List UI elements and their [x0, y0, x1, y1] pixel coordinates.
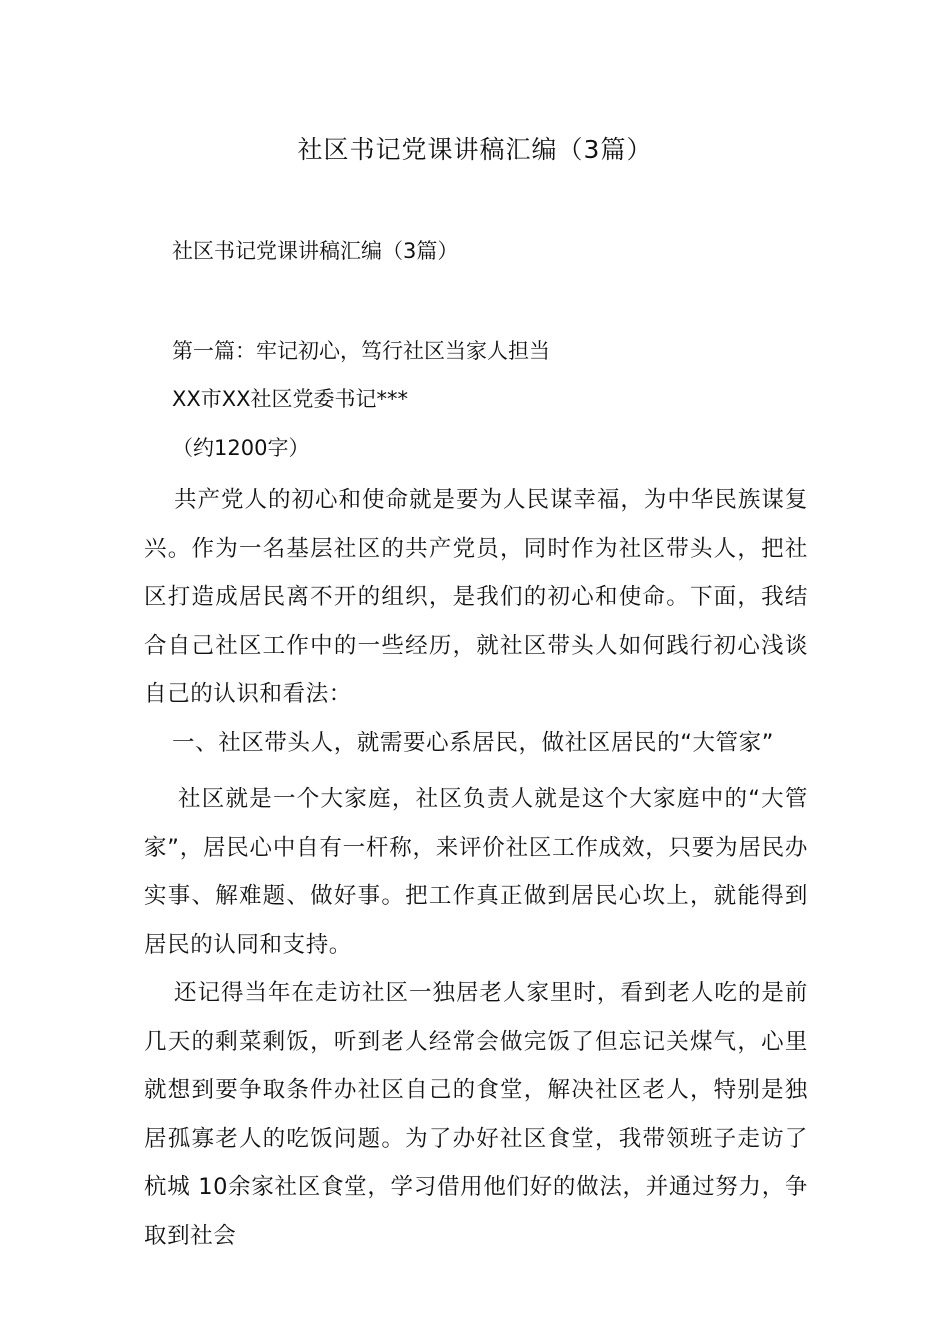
- paragraph-manager: 社区就是一个大家庭，社区负责人就是这个大家庭中的“大管家”，居民心中自有一杆称，来评价社区工作成效，只要为居民办实事、解难题、做好事。把工作真正做到居民心坎上，就能得到居民的认同和支持。: [144, 786, 808, 958]
- document-title: 社区书记党课讲稿汇编（3篇）: [297, 135, 653, 164]
- paragraph-canteen: 还记得当年在走访社区一独居老人家里时，看到老人吃的是前几天的剩菜剩饭，听到老人经常会做完饭了但忘记关煤气，心里就想到要争取条件办社区自己的食堂，解决社区老人，特别是独居孤寡老人的吃饭问题。为了办好社区食堂，我带领班子走访了杭城 10余家社区食堂，学习借用他们好的做法，并通过努力，争取到社会: [144, 980, 808, 1249]
- paragraph-intro: 共产党人的初心和使命就是要为人民谋幸福，为中华民族谋复兴。作为一名基层社区的共产党员，同时作为社区带头人，把社区打造成居民离不开的组织，是我们的初心和使命。下面，我结合自己社区工作中的一些经历，就社区带头人如何践行初心浅谈自己的认识和看法：: [144, 487, 808, 707]
- word-count: （约1200字）: [172, 436, 310, 460]
- heading-one: 一、社区带头人，就需要心系居民，做社区居民的“大管家”: [172, 730, 775, 756]
- section-title: 第一篇：牢记初心，笃行社区当家人担当: [172, 339, 550, 363]
- document-subtitle: 社区书记党课讲稿汇编（3篇）: [172, 239, 459, 263]
- author-line: XX市XX社区党委书记***: [172, 387, 409, 411]
